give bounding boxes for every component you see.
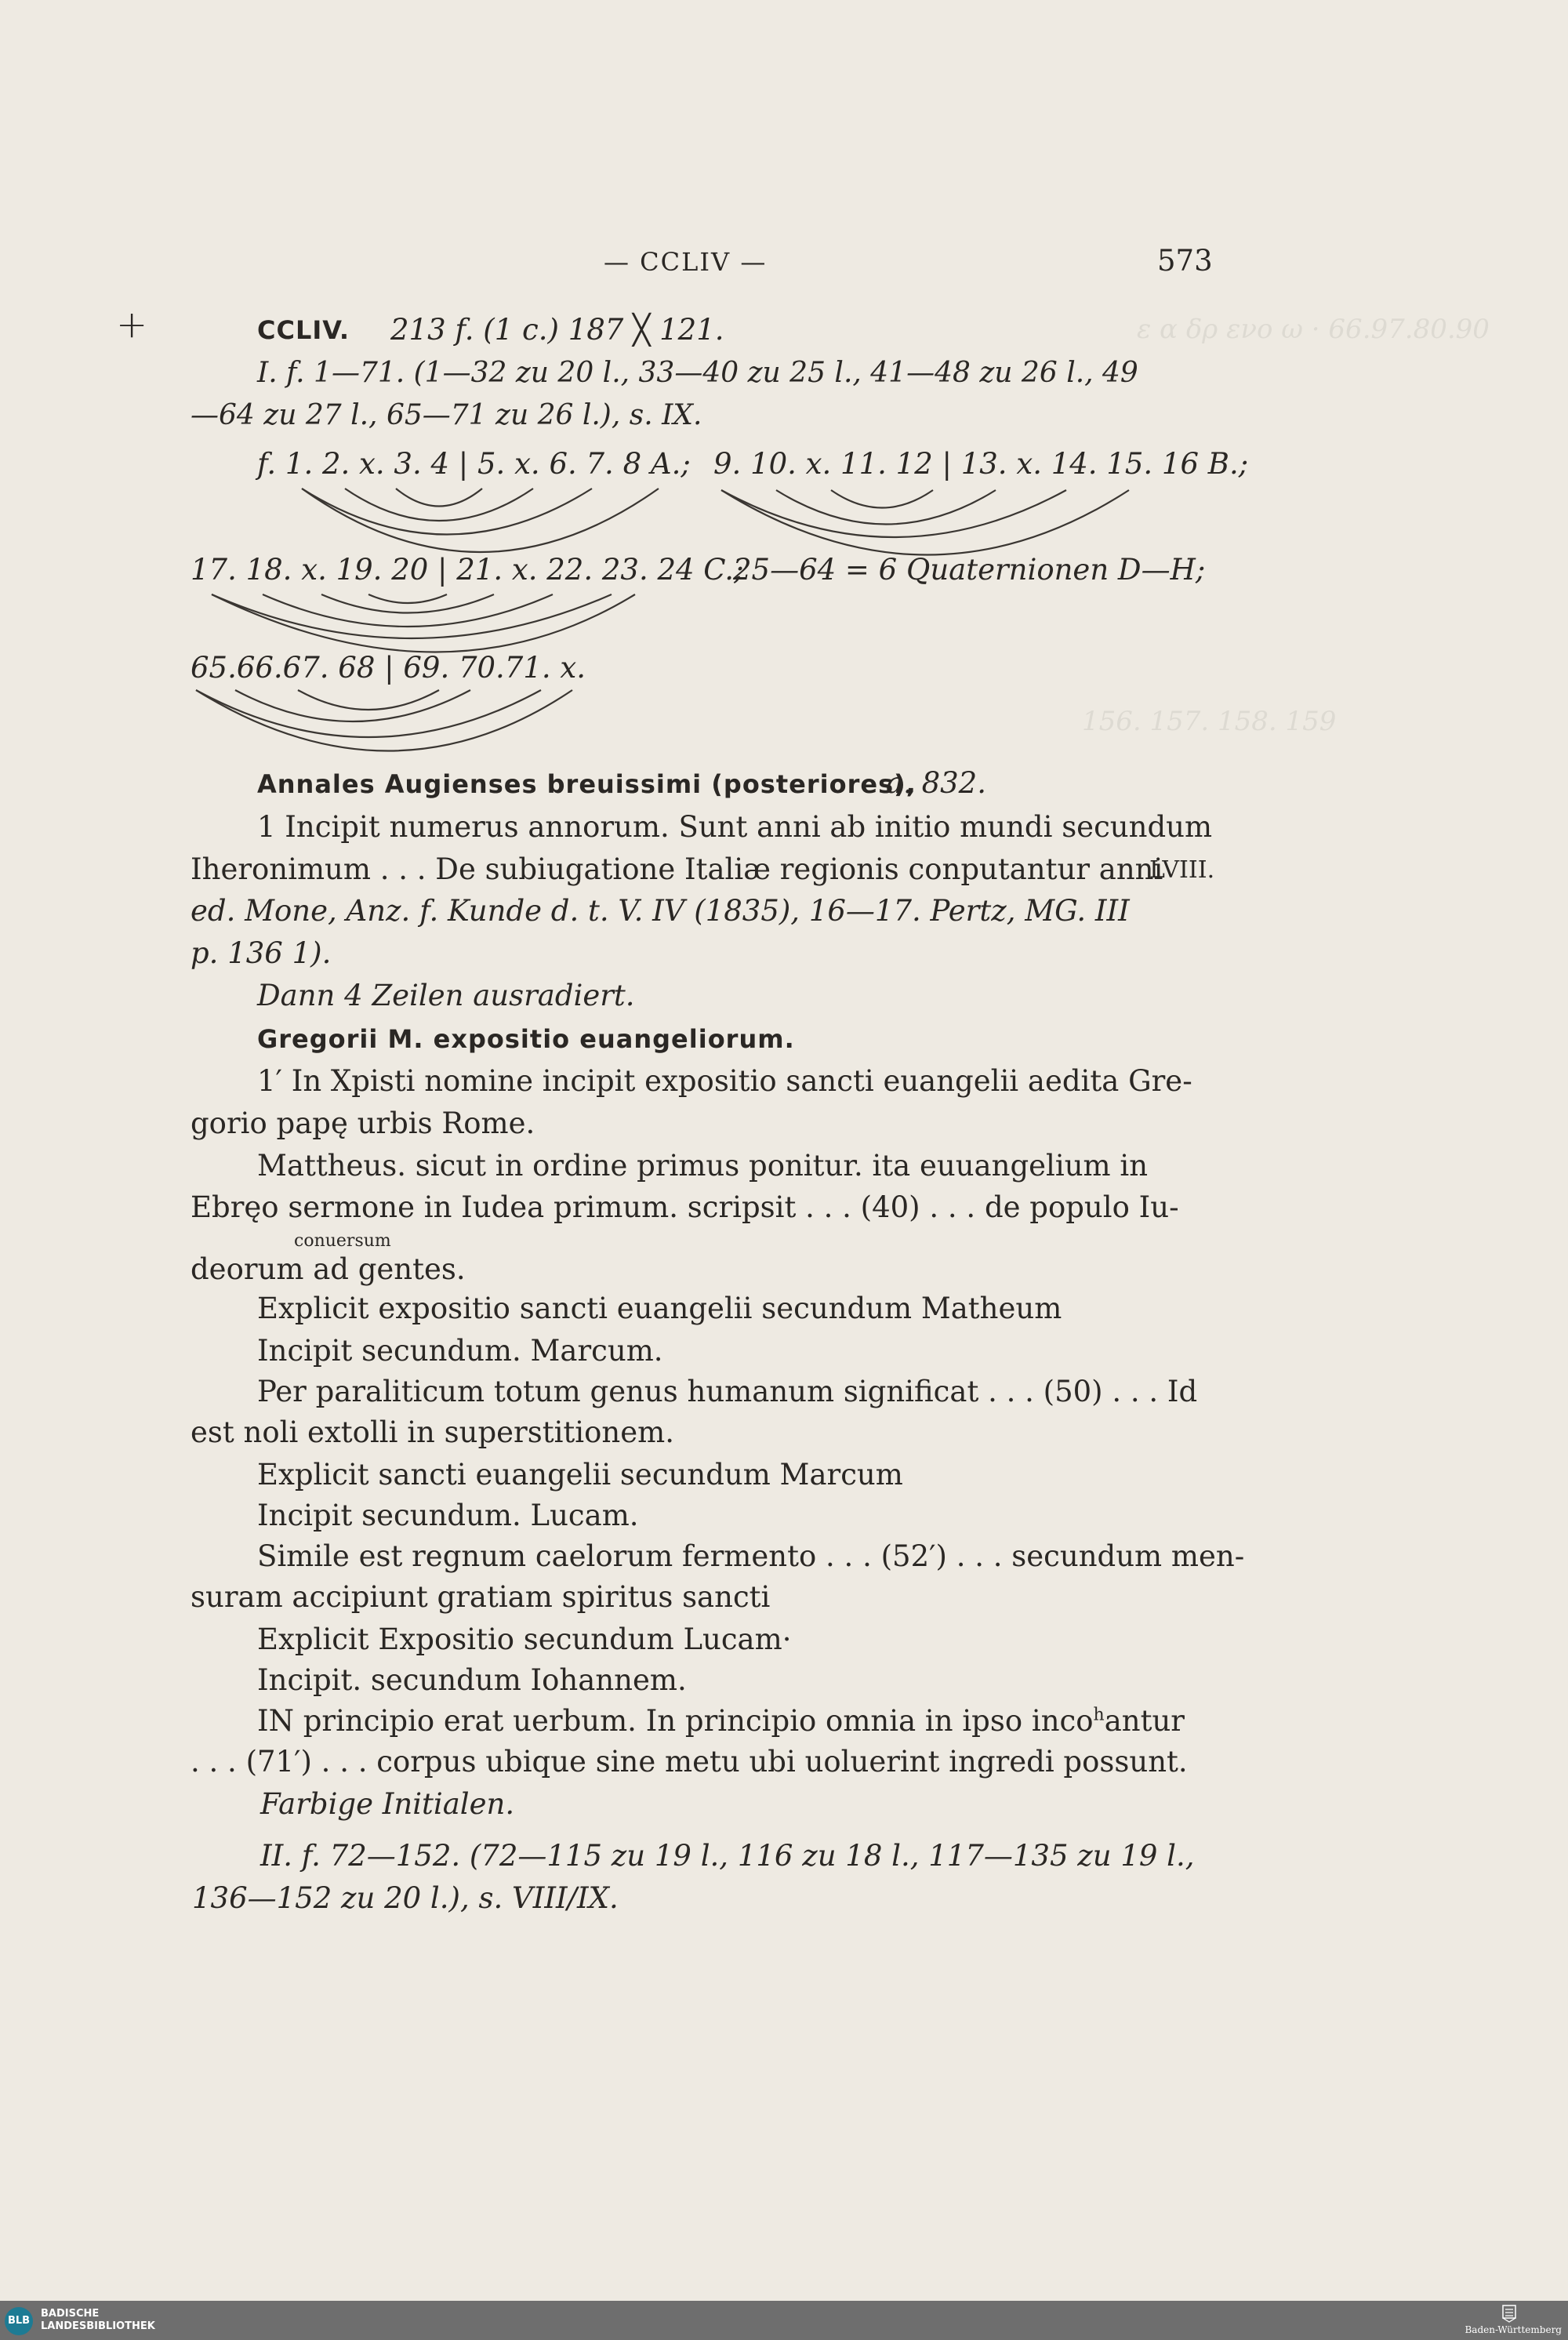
gregorii-line7: Incipit secundum. Marcum. xyxy=(257,1334,663,1368)
gregorii-line1: 1′ In Xpisti nomine incipit expositio sancti euangelii aedita Gre- xyxy=(257,1064,1192,1098)
gregorii-line16-end: antur xyxy=(1104,1704,1185,1738)
collation-row2-right: 25—64 = 6 Quaternionen D—H; xyxy=(733,553,1206,587)
quire-arcs-B xyxy=(721,490,1129,555)
annales-edition-page: p. 136 1). xyxy=(191,936,332,970)
state-label[interactable]: Baden-Württemberg xyxy=(1465,2324,1562,2335)
entry-number: CCLIV. xyxy=(257,315,350,345)
annales-numeral: LVIII. xyxy=(1149,856,1215,884)
annales-note: Dann 4 Zeilen ausradiert. xyxy=(257,979,635,1012)
gregorii-line11: Incipit secundum. Lucam. xyxy=(257,1499,639,1532)
quire-arcs-A xyxy=(302,489,659,552)
gregorii-title: Gregorii M. expositio euangeliorum. xyxy=(257,1024,795,1054)
gregorii-line13: suram accipiunt gratiam spiritus sancti xyxy=(191,1580,771,1614)
gregorii-line8: Per paraliticum totum genus humanum significat . . . (50) . . . Id xyxy=(257,1375,1198,1408)
quire-arcs-C xyxy=(212,594,635,652)
quire-diagram xyxy=(0,0,1568,784)
quire-arcs-final xyxy=(196,690,572,751)
gregorii-line2: gorio papę urbis Rome. xyxy=(191,1106,535,1140)
annales-line2: Iheronimum . . . De subiugatione Italiæ regionis conputantur anni xyxy=(191,852,1163,886)
gregorii-line3: Mattheus. sicut in ordine primus ponitur. ita euuangelium in xyxy=(257,1149,1149,1183)
annales-edition: ed. Mone, Anz. f. Kunde d. t. V. IV (1835), 16—17. Pertz, MG. III xyxy=(191,894,1130,928)
footer-bar xyxy=(0,2301,1568,2340)
collation-row2-left: 17. 18. x. 19. 20 | 21. x. 22. 23. 24 C.; xyxy=(191,553,744,587)
margin-mark: + xyxy=(116,303,148,347)
part2-line1: II. f. 72—152. (72—115 zu 19 l., 116 zu 18 l., 117—135 zu 19 l., xyxy=(260,1839,1195,1873)
running-title: — CCLIV — xyxy=(604,247,768,277)
gregorii-line12: Simile est regnum caelorum fermento . . . (52′) . . . secundum men- xyxy=(257,1539,1245,1573)
gregorii-line6: Explicit expositio sancti euangelii secundum Matheum xyxy=(257,1292,1062,1325)
gregorii-line10: Explicit sancti euangelii secundum Marcum xyxy=(257,1458,903,1492)
interlinear-letter: h xyxy=(1093,1705,1105,1725)
library-logo[interactable]: BLB xyxy=(5,2307,33,2335)
part1-line2: —64 zu 27 l., 65—71 zu 26 l.), s. IX. xyxy=(191,399,702,431)
coat-of-arms-icon xyxy=(1501,2304,1518,2323)
annales-line1: 1 Incipit numerus annorum. Sunt anni ab initio mundi secundum xyxy=(257,810,1213,844)
interlinear-addition: conuersum xyxy=(294,1231,391,1251)
annales-title: Annales Augienses breuissimi (posteriores), xyxy=(257,769,916,799)
gregorii-line17: . . . (71′) . . . corpus ubique sine metu ubi uoluerint ingredi possunt. xyxy=(191,1745,1188,1779)
gregorii-line16 xyxy=(257,1704,1185,1738)
collation-row1-left: f. 1. 2. x. 3. 4 | 5. x. 6. 7. 8 A.; xyxy=(257,447,691,481)
gregorii-line5: deorum ad gentes. xyxy=(191,1252,466,1286)
gregorii-line16-text: IN principio erat uerbum. In principio omnia in ipso inco xyxy=(257,1704,1094,1738)
gregorii-line14: Explicit Expositio secundum Lucam· xyxy=(257,1622,792,1656)
bleed-through: ε α δρ ενο ω · 66.97.80.90 xyxy=(1137,314,1490,345)
collation-row3: 65.66.67. 68 | 69. 70.71. x. xyxy=(191,651,586,685)
annales-date: a. 832. xyxy=(886,766,986,800)
part1-line1: I. f. 1—71. (1—32 zu 20 l., 33—40 zu 25 l., 41—48 zu 26 l., 49 xyxy=(257,357,1138,389)
gregorii-note: Farbige Initialen. xyxy=(260,1787,515,1821)
gregorii-line9: est noli extolli in superstitionem. xyxy=(191,1415,674,1449)
entry-dimensions: 213 f. (1 c.) 187 ╳ 121. xyxy=(390,313,724,347)
collation-row1-right: 9. 10. x. 11. 12 | 13. x. 14. 15. 16 B.; xyxy=(713,447,1249,481)
bleed-through: 156. 157. 158. 159 xyxy=(1082,706,1337,737)
gregorii-line4: Ebręo sermone in Iudea primum. scripsit . . . (40) . . . de populo Iu- xyxy=(191,1190,1179,1224)
gregorii-line15: Incipit. secundum Iohannem. xyxy=(257,1663,687,1697)
part2-line2: 136—152 zu 20 l.), s. VIII/IX. xyxy=(192,1881,619,1915)
page-number: 573 xyxy=(1157,244,1213,278)
library-name[interactable]: BADISCHE LANDESBIBLIOTHEK xyxy=(41,2308,155,2332)
